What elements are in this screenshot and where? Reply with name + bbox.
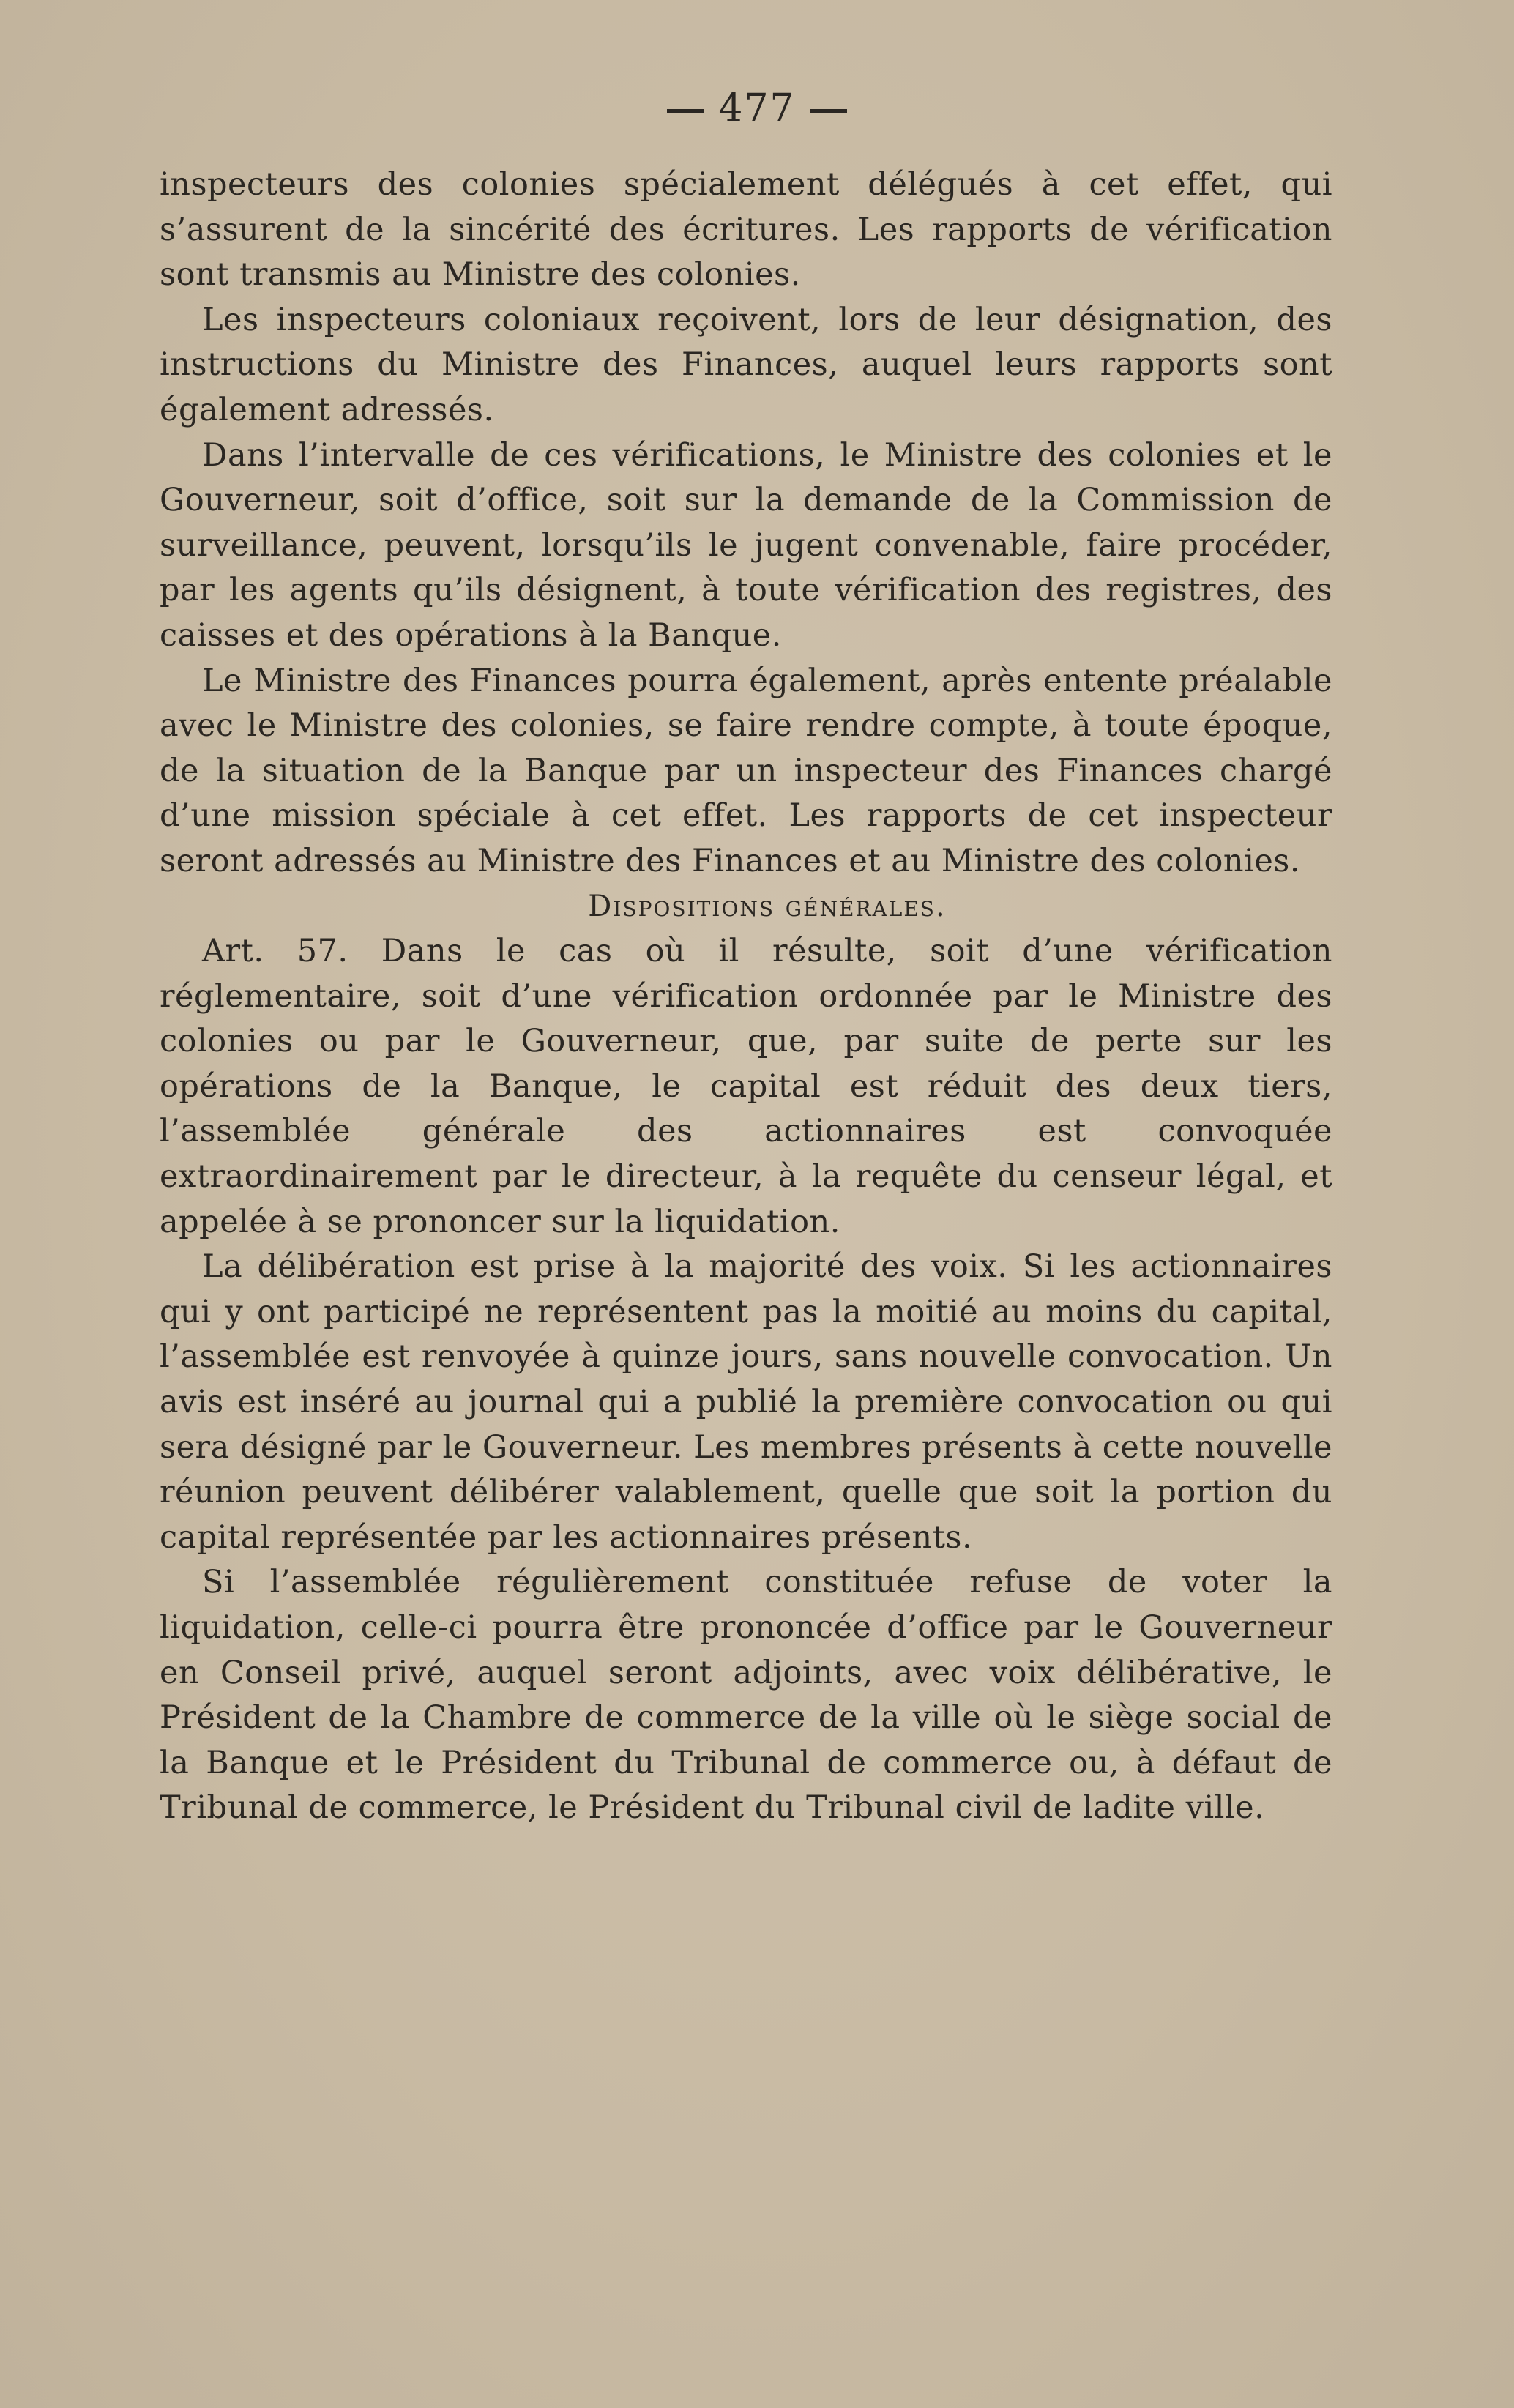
- folio-dash-right: [810, 109, 847, 113]
- paragraph: Dans l’intervalle de ces vérifications, le Ministre des colonies et le Gouverneur, soit d’office, soit sur la demande de la Commission de surveillance, peuvent, lorsqu’ils le jugent convenable, faire procéder, par les agents qu’ils désignent, à toute vérification des registres, des caisses et des opérations à la Banque.: [160, 436, 1332, 654]
- paragraph: La délibération est prise à la majorité des voix. Si les actionnaires qui y ont participé ne représentent pas la moitié au moins du capital, l’assemblée est renvoyée à quinze jours, sans nouvelle convocation. Un avis est inséré au journal qui a publié la première convocation ou qui sera désigné par le Gouverneur. Les membres présents à cette nouvelle réunion peuvent délibérer valablement, quelle que soit la portion du capital représentée par les actionnaires présents.: [160, 1248, 1332, 1556]
- paragraph: inspecteurs des colonies spécialement délégués à cet effet, qui s’assurent de la sincérité des écritures. Les rapports de vérification sont transmis au Ministre des colonies.: [160, 166, 1332, 294]
- paragraph: Art. 57. Dans le cas où il résulte, soit d’une vérification réglementaire, soit d’une vérification ordonnée par le Ministre des colonies ou par le Gouverneur, que, par suite de perte sur les opérations de la Banque, le capital est réduit des deux tiers, l’assemblée générale des actionnaires est convoquée extraordinairement par le directeur, à la requête du censeur légal, et appelée à se prononcer sur la liquidation.: [160, 933, 1332, 1240]
- paragraph: Si l’assemblée régulièrement constituée refuse de voter la liquidation, celle-ci pourra être prononcée d’office par le Gouverneur en Conseil privé, auquel seront adjoints, avec voix délibérative, le Président de la Chambre de commerce de la ville où le siège social de la Banque et le Président du Tribunal de commerce ou, à défaut de Tribunal de commerce, le Président du Tribunal civil de ladite ville.: [160, 1564, 1332, 1827]
- body-text: [160, 163, 1332, 1831]
- paragraph: Les inspecteurs coloniaux reçoivent, lors de leur désignation, des instructions du Ministre des Finances, auquel leurs rapports sont également adressés.: [160, 301, 1332, 428]
- folio-dash-left: [667, 109, 704, 113]
- paragraph: Le Ministre des Finances pourra également, après entente préalable avec le Ministre des colonies, se faire rendre compte, à toute époque, de la situation de la Banque par un inspecteur des Finances chargé d’une mission spéciale à cet effet. Les rapports de cet inspecteur seront adressés au Ministre des Finances et au Ministre des colonies.: [160, 662, 1332, 879]
- section-heading: Dispositions générales.: [588, 889, 947, 923]
- page-number-text: 477: [718, 86, 796, 130]
- page-number: [0, 86, 1514, 130]
